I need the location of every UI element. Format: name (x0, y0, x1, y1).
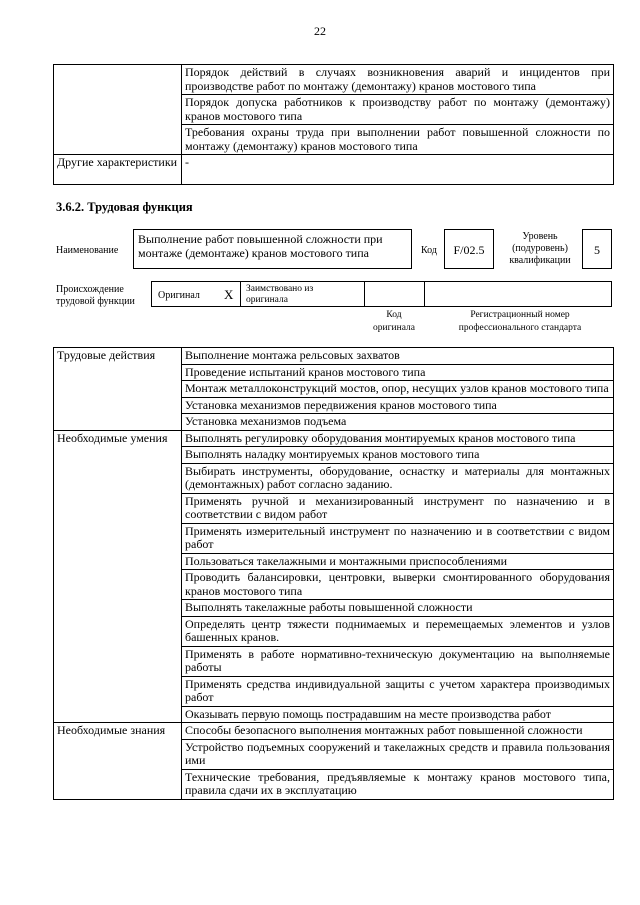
section-title: 3.6.2. Трудовая функция (56, 200, 193, 214)
original-label: Оригинал (158, 290, 200, 301)
list-item: Монтаж металлоконструкций мостов, опор, несущих узлов кранов мостового типа (182, 381, 614, 398)
list-item: Способы безопасного выполнения монтажных работ повышенной сложности (182, 723, 614, 740)
table-cell: - (182, 155, 614, 185)
list-item: Применять в работе нормативно-техническую документацию на выполняемые работы (182, 646, 614, 676)
table-row (54, 723, 614, 740)
level-value: 5 (594, 243, 600, 257)
origin-label: Происхождение трудовой функции (56, 284, 135, 307)
list-item: Устройство подъемных сооружений и такелажных средств и правила пользования ими (182, 739, 614, 769)
borrowed-label: Заимствовано из оригинала (246, 284, 314, 305)
name-label: Наименование (56, 245, 119, 256)
code-original-caption: Код оригинала (373, 310, 415, 333)
table-cell: Требования охраны труда при выполнении работ повышенной сложности по монтажу (демонтажу) кранов мостового типа (182, 125, 614, 155)
list-item: Применять ручной и механизированный инструмент по назначению и в соответствии с видом работ (182, 493, 614, 523)
list-item: Выполнять наладку монтируемых кранов мостового типа (182, 447, 614, 464)
table-row (54, 348, 614, 365)
origin-divider (364, 281, 365, 307)
list-item: Установка механизмов подъема (182, 414, 614, 431)
reg-number-caption: Регистрационный номер профессионального стандарта (458, 310, 582, 333)
original-mark: X (224, 287, 234, 302)
code-value: F/02.5 (453, 243, 485, 257)
code-value-box (444, 229, 494, 269)
table-label-cell: Другие характеристики (54, 155, 182, 185)
table-label-cell (54, 65, 182, 155)
list-item: Проводить балансировки, центровки, выверки смонтированного оборудования кранов мостового типа (182, 570, 614, 600)
group-label: Необходимые знания (54, 723, 182, 800)
table-row (54, 155, 614, 185)
table-cell: Порядок действий в случаях возникновения аварий и инцидентов при производстве работ по монтажу (демонтажу) кранов мостового типа (182, 65, 614, 95)
level-value-box (582, 229, 612, 269)
list-item: Применять измерительный инструмент по назначению и в соответствии с видом работ (182, 523, 614, 553)
list-item: Технические требования, предъявляемые к монтажу кранов мостового типа, правила сдачи их в эксплуатацию (182, 769, 614, 799)
list-item: Определять центр тяжести поднимаемых и перемещаемых элементов и узлов башенных кранов. (182, 616, 614, 646)
top-table (53, 64, 614, 185)
list-item: Оказывать первую помощь пострадавшим на месте производства работ (182, 706, 614, 723)
main-table (53, 347, 614, 800)
table-row (54, 65, 614, 95)
name-value-box (133, 229, 412, 269)
list-item: Применять средства индивидуальной защиты с учетом характера производимых работ (182, 676, 614, 706)
list-item: Выбирать инструменты, оборудование, оснастку и материалы для монтажных (демонтажных) работ согласно заданию. (182, 463, 614, 493)
origin-boxes (151, 281, 612, 307)
origin-divider (240, 281, 241, 307)
name-value: Выполнение работ повышенной сложности при монтаже (демонтаже) кранов мостового типа (138, 232, 383, 260)
code-label: Код (421, 245, 437, 256)
list-item: Пользоваться такелажными и монтажными приспособлениями (182, 553, 614, 570)
table-row (54, 430, 614, 447)
list-item: Установка механизмов передвижения кранов мостового типа (182, 397, 614, 414)
table-cell: Порядок допуска работников к производству работ по монтажу (демонтажу) кранов мостового типа (182, 95, 614, 125)
group-label: Необходимые умения (54, 430, 182, 723)
list-item: Выполнение монтажа рельсовых захватов (182, 348, 614, 365)
list-item: Выполнять такелажные работы повышенной сложности (182, 600, 614, 617)
list-item: Выполнять регулировку оборудования монтируемых кранов мостового типа (182, 430, 614, 447)
level-label: Уровень (подуровень) квалификации (509, 231, 571, 266)
origin-divider (424, 281, 425, 307)
group-label: Трудовые действия (54, 348, 182, 431)
list-item: Проведение испытаний кранов мостового типа (182, 364, 614, 381)
page-number: 22 (314, 24, 326, 38)
